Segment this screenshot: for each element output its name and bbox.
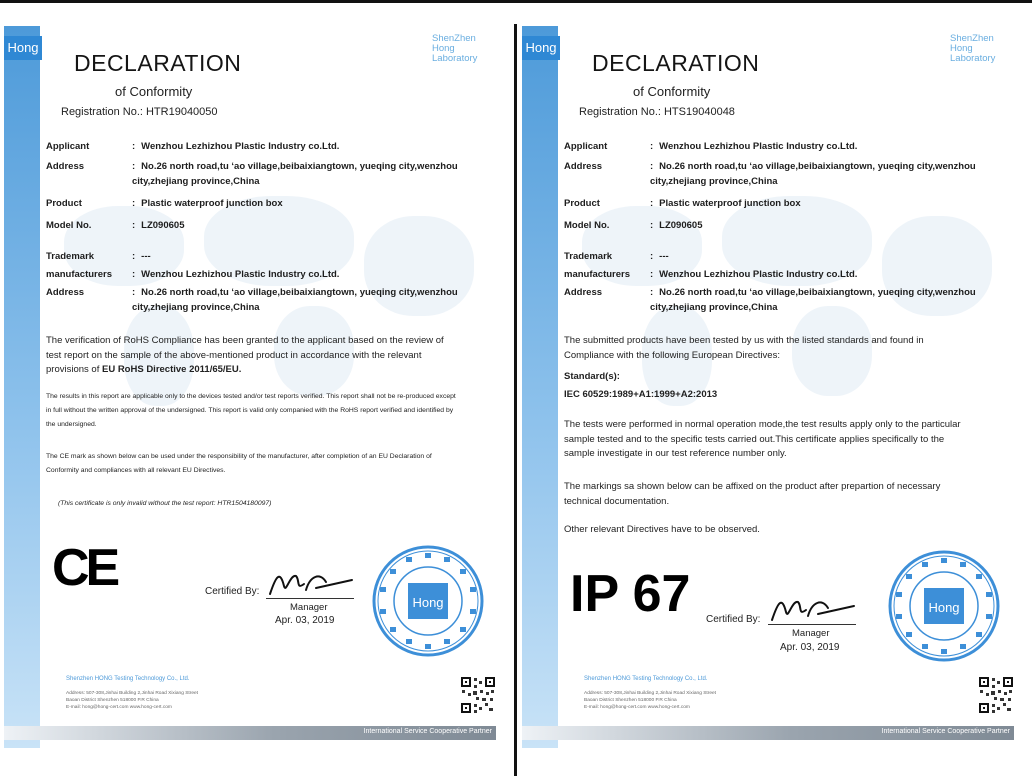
testing-seal <box>372 545 484 657</box>
partner-text: International Service Cooperative Partner <box>881 728 1010 735</box>
footer-address: Address: 507-308,Jinhai Building 2,Jinhai Road Xixiang Street Baoan District Shenzhen 518000 P.R China E-mail: hong@hong-cert.com www.hong-cert.com <box>584 691 716 710</box>
side-stripe <box>522 26 558 748</box>
signature-line <box>266 598 354 599</box>
results-paragraph: The results in this report are applicable only to the devices tested and/or test reports verified. This report shall not be re-produced except in full without the written approval of the undersigned. This report is valid only companied with the RoHS report verified and identified by the undersigned. <box>46 393 456 428</box>
certified-by-label: Certified By: <box>706 614 761 625</box>
lab-name: ShenZhen Hong Laboratory <box>950 33 996 64</box>
registration-number: Registration No.: HTR19040050 <box>61 106 218 118</box>
ce-mark: CE <box>52 539 117 597</box>
certificate-rohs: Hong ShenZhen Hong Laboratory DECLARATION of Conformity Registration No.: HTR19040050 Applicant : Wenzhou Lezhizhou Plastic Industry co.Ltd. Address : No.26 north road,tu ‘ao village,beibaixiangtown, yueqing city,wenzhou city,zhejiang province,China Product : Plastic waterproof junction box Model No. : LZ090605 Trademark : --- manufacturers : Wenzhou Lezhizhou Plastic Industry co.Ltd. Address : No.26 north road,tu ‘ao village,beibaixiangtown, yueqing city,wenzhou city,zhejiang province,China The verification of RoHS Compliance has been granted to the applicant based on the review of test report on the sample of the above-mentioned product in accordance with the relevant provisions of EU RoHS Directive 2011/65/EU. The results in this report are applicable only to the devices tested and/or test reports verified. This report shall not be re-produced except in full without the written approval of the undersigned. This report is valid only companied with the RoHS report verified and identified by the undersigned. The CE mark as shown below can be used under the responsibility of the manufacturer, after completion of an EU Declaration of Conformity and compliances with all relevant EU Directives. (This certificate is only invalid without the test report: HTR1504180097) CE Certified By: Manager Apr. 03, 2019 Hong Shenzhen HONG Testing Technology Co., Ltd. Address: 507-308,Jinhai Building 2,Jinhai Road Xixiang Street Baoan District Shenzhen 518000 P.R China E-mail: hong@hong-cert.com www.hong-cert.com International Service Cooperative Partner <box>4 26 496 748</box>
certificate-date: Apr. 03, 2019 <box>780 642 840 653</box>
qr-code-icon <box>978 676 1014 714</box>
doc-subtitle: of Conformity <box>115 84 193 99</box>
top-rule <box>0 0 1032 3</box>
ce-paragraph: The CE mark as shown below can be used under the responsibility of the manufacturer, after completion of an EU Declaration of Conformity and compliances with all relevant EU Directives. <box>46 453 432 474</box>
submitted-paragraph: The submitted products have been tested by us with the listed standards and found in Compliance with the following European Directives: <box>564 335 924 361</box>
certificate-ip67: Hong ShenZhen Hong Laboratory DECLARATION of Conformity Registration No.: HTS19040048 Applicant : Wenzhou Lezhizhou Plastic Industry co.Ltd. Address : No.26 north road,tu ‘ao village,beibaixiangtown, yueqing city,wenzhou city,zhejiang province,China Product : Plastic waterproof junction box Model No. : LZ090605 Trademark : --- manufacturers : Wenzhou Lezhizhou Plastic Industry co.Ltd. Address : No.26 north road,tu ‘ao village,beibaixiangtown, yueqing city,wenzhou city,zhejiang province,China The submitted products have been tested by us with the listed standards and found in Compliance with the following European Directives: Standard(s): IEC 60529:1989+A1:1999+A2:2013 The tests were performed in normal operation mode,the test results apply only to the particular sample tested and to the specific tests carried out.This certificate applies specifically to the sample investigate in our test reference number only. The markings sa shown below can be affixed on the product after prepartion of necessary technical documentation. Other relevant Directives have to be observed. IP 67 Certified By: Manager Apr. 03, 2019 Hong Shenzhen HONG Testing Technology Co., Ltd. Address: 507-308,Jinhai Building 2,Jinhai Road Xixiang Street Baoan District Shenzhen 518000 P.R China E-mail: hong@hong-cert.com www.hong-cert.com International Service Cooperative Partner <box>522 26 1014 748</box>
partner-bar <box>4 726 496 740</box>
doc-title: DECLARATION <box>592 50 760 76</box>
markings-paragraph: The markings sa shown below can be affixed on the product after prepartion of necessary technical documentation. <box>564 481 941 507</box>
other-directives: Other relevant Directives have to be observed. <box>564 524 760 535</box>
manager-title: Manager <box>792 628 830 639</box>
ip67-mark: IP 67 <box>570 565 691 623</box>
manager-signature <box>768 592 858 626</box>
manager-title: Manager <box>290 602 328 613</box>
partner-text: International Service Cooperative Partner <box>363 728 492 735</box>
rohs-paragraph: The verification of RoHS Compliance has been granted to the applicant based on the review of test report on the sample of the above-mentioned product in accordance with the relevant provisions of EU RoHS Directive 2011/65/EU. <box>46 335 444 375</box>
hong-logo-tab: Hong <box>4 36 42 60</box>
doc-title: DECLARATION <box>74 50 242 76</box>
footer-company: Shenzhen HONG Testing Technology Co., Ltd. <box>584 676 708 682</box>
qr-code-icon <box>460 676 496 714</box>
certificate-date: Apr. 03, 2019 <box>275 615 335 626</box>
manager-signature <box>266 566 356 600</box>
side-stripe <box>4 26 40 748</box>
seal-center-text: Hong <box>412 595 444 610</box>
signature-line <box>768 624 856 625</box>
seal-center-text: Hong <box>928 600 960 615</box>
standards-label: Standard(s): <box>564 371 620 382</box>
registration-number: Registration No.: HTS19040048 <box>579 106 735 118</box>
testing-seal <box>888 550 1000 662</box>
partner-bar <box>522 726 1014 740</box>
center-divider <box>514 24 517 776</box>
footer-address: Address: 507-308,Jinhai Building 2,Jinhai Road Xixiang Street Baoan District Shenzhen 518000 P.R China E-mail: hong@hong-cert.com www.hong-cert.com <box>66 691 198 710</box>
standard-value: IEC 60529:1989+A1:1999+A2:2013 <box>564 389 718 400</box>
hong-logo-tab: Hong <box>522 36 560 60</box>
certified-by-label: Certified By: <box>205 586 260 597</box>
footer-company: Shenzhen HONG Testing Technology Co., Ltd. <box>66 676 190 682</box>
invalid-note: (This certificate is only invalid without the test report: HTR1504180097) <box>58 500 272 507</box>
tests-paragraph: The tests were performed in normal operation mode,the test results apply only to the particular sample tested and to the specific tests carried out.This certificate applies specifically to the sample investigate in our test reference number only. <box>564 419 961 459</box>
doc-subtitle: of Conformity <box>633 84 711 99</box>
lab-name: ShenZhen Hong Laboratory <box>432 33 478 64</box>
